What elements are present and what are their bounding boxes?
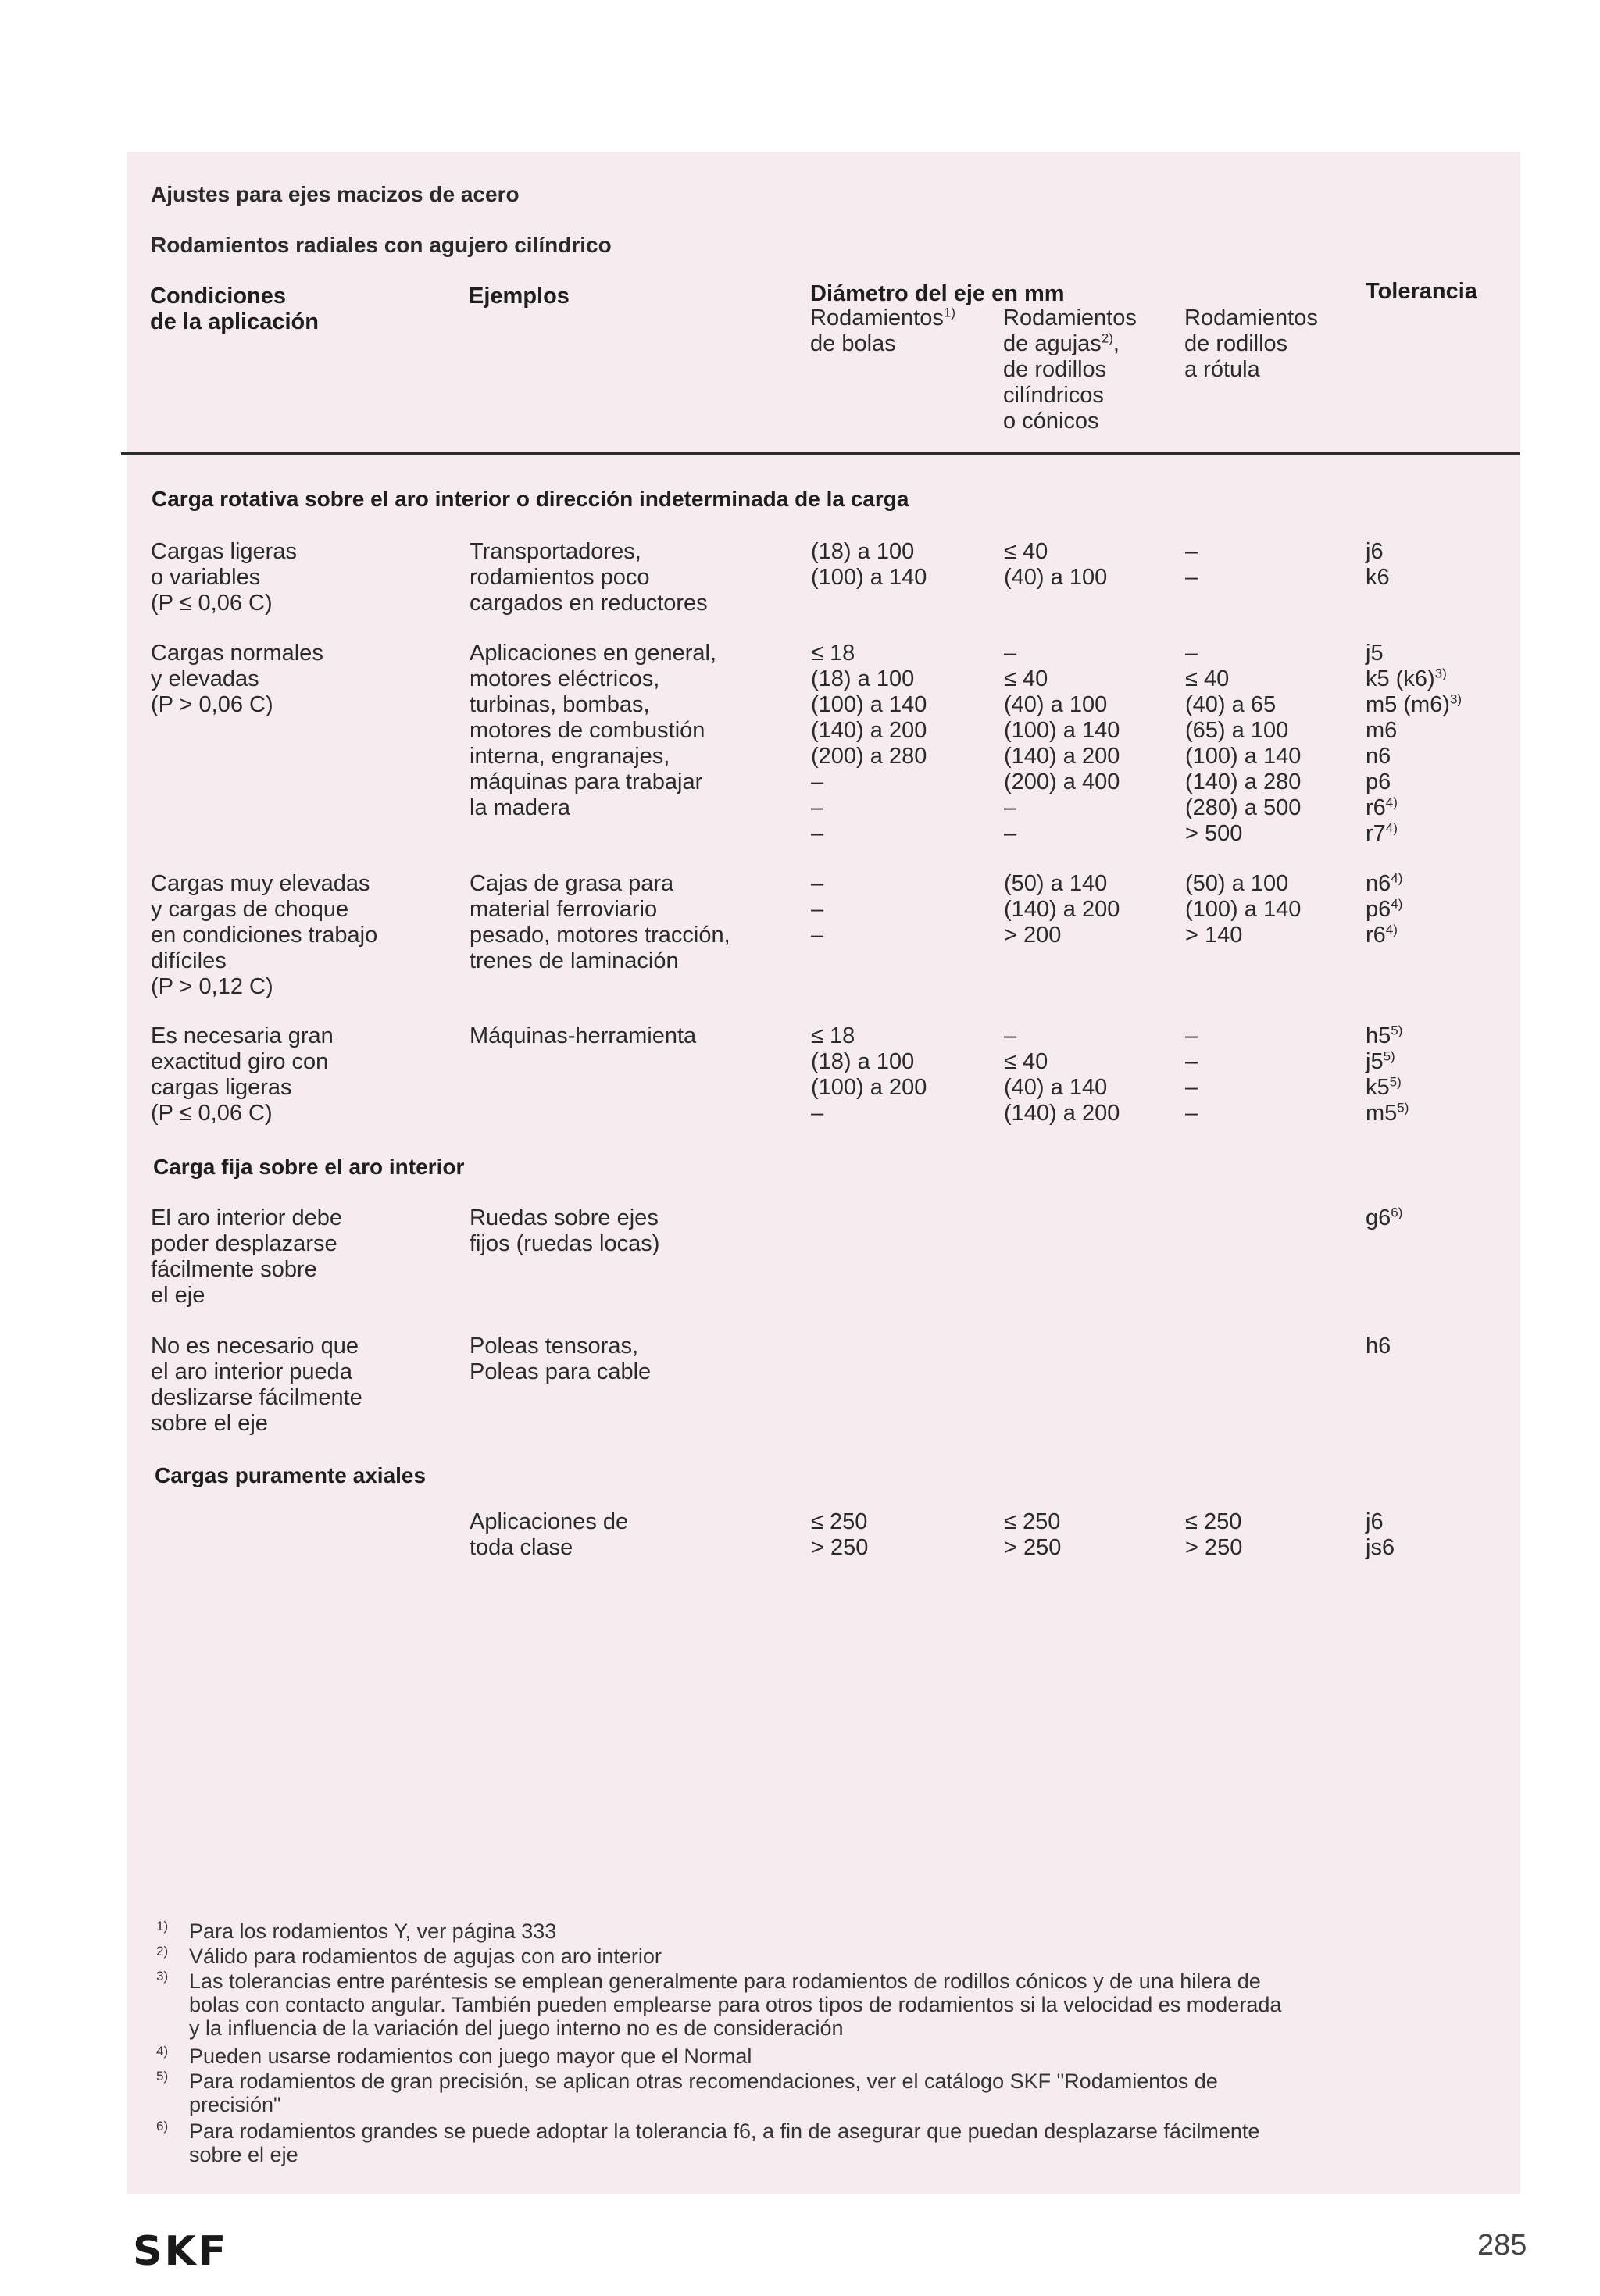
tolerance-value (1366, 692, 1462, 718)
diameter-value: (18) a 100 (811, 539, 915, 564)
footnote-text: Pueden usarse rodamientos con juego mayor que el Normal (189, 2044, 752, 2068)
diameter-value: (40) a 100 (1004, 692, 1108, 717)
diameter-value: (100) a 140 (811, 565, 927, 590)
footnote (156, 2069, 1484, 2116)
tolerance-value (1366, 1075, 1409, 1101)
header-ball-label-2: de bolas (810, 331, 896, 356)
diameter-value: (200) a 400 (1004, 769, 1120, 794)
diameter-value: – (1004, 641, 1017, 666)
tolerance-value (1366, 1509, 1395, 1535)
row-examples: Cajas de grasa para material ferroviario pesado, motores tracción, trenes de laminación (470, 871, 730, 973)
footnote (156, 1944, 1484, 1968)
diameter-value: – (811, 923, 824, 948)
tolerance-class: m5 (m6) (1366, 692, 1450, 717)
row-condition: Cargas ligeras o variables (P ≤ 0,06 C) (151, 539, 297, 616)
row-condition: Cargas muy elevadas y cargas de choque en condiciones trabajo difíciles (P > 0,12 C) (151, 871, 378, 999)
header-spherical-bearings: Rodamientos de rodillos a rótula (1184, 305, 1318, 382)
diameter-value: (40) a 140 (1004, 1075, 1108, 1100)
row-examples: Aplicaciones en general, motores eléctricos, turbinas, bombas, motores de combustión interna, engranajes, máquinas para trabajar la madera (470, 641, 716, 820)
diameter-value: (280) a 500 (1185, 795, 1302, 820)
diameter-value: (140) a 200 (1004, 744, 1120, 769)
footnote-ref: 4) (1391, 870, 1403, 886)
diameter-value: > 200 (1004, 923, 1062, 948)
row-tolerance (1366, 1205, 1402, 1231)
skf-logo: SKF (133, 2228, 229, 2275)
diameter-value: – (1004, 821, 1017, 846)
tolerance-class: r6 (1366, 795, 1386, 820)
row-needle-diameters (1004, 1509, 1061, 1561)
diameter-value: > 500 (1185, 821, 1243, 846)
tolerance-class: n6 (1366, 744, 1391, 769)
tolerance-value (1366, 897, 1402, 923)
tolerance-class: m6 (1366, 718, 1398, 743)
diameter-value: – (1185, 1101, 1198, 1126)
footnote-ref: 3) (1434, 666, 1447, 681)
diameter-value: (65) a 100 (1185, 718, 1289, 743)
row-examples: Transportadores, rodamientos poco cargados en reductores (470, 539, 708, 616)
row-spherical-diameters (1185, 1023, 1198, 1127)
diameter-value: (100) a 140 (811, 692, 927, 717)
row-examples: Poleas tensoras, Poleas para cable (470, 1334, 652, 1384)
footnote-number: 3) (156, 1969, 169, 1984)
row-ball-diameters (811, 1509, 868, 1561)
tolerance-class: k5 (1366, 1075, 1390, 1100)
tolerance-value (1366, 565, 1390, 591)
tolerance-class: k5 (k6) (1366, 666, 1435, 691)
row-needle-diameters (1004, 1023, 1120, 1127)
diameter-value: > 250 (1185, 1535, 1243, 1560)
tolerance-value (1366, 1334, 1391, 1359)
footnote-text: Para los rodamientos Y, ver página 333 (189, 1919, 557, 1943)
footnote-ref: 5) (1397, 1100, 1409, 1116)
tolerance-value (1366, 871, 1402, 897)
diameter-value: ≤ 18 (811, 641, 855, 666)
diameter-value: ≤ 40 (1004, 539, 1048, 564)
diameter-value: ≤ 18 (811, 1023, 855, 1048)
row-condition: Cargas normales y elevadas (P > 0,06 C) (151, 641, 323, 717)
header-ball-label: Rodamientos (810, 305, 944, 330)
header-needle-bearings (1003, 305, 1137, 434)
row-spherical-diameters (1185, 641, 1301, 847)
diameter-value: (40) a 65 (1185, 692, 1277, 717)
footnote-number: 6) (156, 2119, 169, 2134)
diameter-value: (18) a 100 (811, 666, 915, 691)
diameter-value: ≤ 40 (1004, 666, 1048, 691)
tolerance-class: r6 (1366, 923, 1386, 948)
tolerance-value (1366, 769, 1462, 795)
tolerance-class: j6 (1366, 1509, 1384, 1534)
section-rotating-load: Carga rotativa sobre el aro interior o dirección indeterminada de la carga (152, 487, 909, 511)
footnote-text: Para rodamientos de gran precisión, se aplican otras recomendaciones, ver el catálogo SKF "Rodamientos de precisión" (189, 2069, 1218, 2116)
diameter-value: – (1185, 539, 1198, 564)
tolerance-class: m5 (1366, 1101, 1398, 1126)
tolerance-class: h5 (1366, 1023, 1391, 1048)
footnote-ref: 5) (1391, 1023, 1403, 1038)
diameter-value: – (1185, 1049, 1198, 1074)
row-needle-diameters (1004, 871, 1120, 948)
diameter-value: – (811, 769, 824, 794)
row-tolerance (1366, 641, 1462, 847)
diameter-value: – (811, 795, 824, 820)
tolerance-value (1366, 1205, 1402, 1231)
row-spherical-diameters (1185, 1509, 1242, 1561)
diameter-value: – (1185, 641, 1198, 666)
header-needle-label-2: , de rodillos cilíndricos o cónicos (1003, 331, 1120, 434)
diameter-value: (140) a 280 (1185, 769, 1302, 794)
diameter-value: (50) a 100 (1185, 871, 1289, 896)
diameter-value: (40) a 100 (1004, 565, 1108, 590)
tolerance-value (1366, 1023, 1409, 1049)
section-axial-load: Cargas puramente axiales (155, 1463, 427, 1487)
tolerance-class: j5 (1366, 1049, 1384, 1074)
tolerance-class: n6 (1366, 871, 1391, 896)
tolerance-class: js6 (1366, 1535, 1395, 1560)
diameter-value: ≤ 250 (1185, 1509, 1242, 1534)
row-tolerance (1366, 871, 1402, 948)
diameter-value: – (811, 1101, 824, 1126)
row-ball-diameters (811, 1023, 927, 1127)
diameter-value: – (811, 821, 824, 846)
header-ball-bearings (810, 305, 955, 357)
tolerance-value (1366, 923, 1402, 948)
row-spherical-diameters (1185, 539, 1198, 591)
tolerance-value (1366, 1049, 1409, 1075)
page-number: 285 (1477, 2229, 1527, 2262)
diameter-value: ≤ 40 (1004, 1049, 1048, 1074)
row-examples: Aplicaciones de toda clase (470, 1509, 629, 1560)
tolerance-value (1366, 795, 1462, 821)
diameter-value: – (1004, 1023, 1017, 1048)
footnote (156, 1919, 1484, 1943)
footnote (156, 2044, 1484, 2068)
footnote (156, 2119, 1484, 2166)
diameter-value: – (1185, 565, 1198, 590)
tolerance-value (1366, 1101, 1409, 1127)
table-subtitle: Rodamientos radiales con agujero cilíndrico (151, 233, 612, 257)
diameter-value: – (1185, 1075, 1198, 1100)
row-condition: Es necesaria gran exactitud giro con cargas ligeras (P ≤ 0,06 C) (151, 1023, 334, 1126)
row-needle-diameters (1004, 641, 1120, 847)
footnote-ref: 3) (1449, 691, 1462, 707)
footnote-number: 1) (156, 1919, 169, 1934)
diameter-value: – (1185, 1023, 1198, 1048)
row-tolerance (1366, 1023, 1409, 1127)
tolerance-class: p6 (1366, 769, 1391, 794)
tolerance-class: g6 (1366, 1205, 1391, 1230)
diameter-value: (140) a 200 (1004, 1101, 1120, 1126)
footnote-number: 4) (156, 2044, 169, 2059)
footnote-text: Válido para rodamientos de agujas con aro interior (189, 1944, 662, 1968)
row-examples: Ruedas sobre ejes fijos (ruedas locas) (470, 1205, 660, 1256)
header-needle-label: Rodamientos de agujas (1003, 305, 1137, 356)
section-fixed-load: Carga fija sobre el aro interior (153, 1155, 465, 1179)
diameter-value: ≤ 40 (1185, 666, 1230, 691)
diameter-value: (100) a 200 (811, 1075, 927, 1100)
footnote-ref: 4) (1385, 820, 1398, 836)
row-condition: El aro interior debe poder desplazarse fácilmente sobre el eje (151, 1205, 343, 1308)
tolerance-class: j5 (1366, 641, 1384, 666)
tolerance-value (1366, 641, 1462, 666)
tolerance-class: j6 (1366, 539, 1384, 564)
diameter-value: > 250 (811, 1535, 869, 1560)
diameter-value: (200) a 280 (811, 744, 927, 769)
footnote (156, 1969, 1484, 2040)
footnote-ref: 6) (1391, 1205, 1403, 1220)
diameter-value: ≤ 250 (811, 1509, 868, 1534)
row-condition: No es necesario que el aro interior pueda deslizarse fácilmente sobre el eje (151, 1334, 362, 1436)
diameter-value: (100) a 140 (1185, 897, 1302, 922)
header-diameter: Diámetro del eje en mm (810, 281, 1065, 306)
footnote-ref: 1) (943, 305, 955, 320)
tolerance-value (1366, 821, 1462, 847)
row-needle-diameters (1004, 539, 1107, 591)
row-tolerance (1366, 539, 1390, 591)
tolerance-class: k6 (1366, 565, 1390, 590)
diameter-value: ≤ 250 (1004, 1509, 1061, 1534)
diameter-value: (100) a 140 (1004, 718, 1120, 743)
header-examples: Ejemplos (469, 284, 570, 309)
tolerance-value (1366, 718, 1462, 744)
tolerance-class: r7 (1366, 821, 1386, 846)
header-tolerance: Tolerancia (1366, 279, 1477, 304)
row-tolerance (1366, 1334, 1391, 1359)
diameter-value: > 140 (1185, 923, 1243, 948)
diameter-value: – (811, 897, 824, 922)
footnote-ref: 4) (1385, 794, 1398, 810)
footnote-text: Para rodamientos grandes se puede adoptar la tolerancia f6, a fin de asegurar que puedan desplazarse fácilmente sobre el eje (189, 2119, 1260, 2166)
footnote-ref: 5) (1383, 1048, 1395, 1064)
diameter-value: (100) a 140 (1185, 744, 1302, 769)
footnote-ref: 4) (1391, 896, 1403, 912)
footnote-text: Las tolerancias entre paréntesis se emplean generalmente para rodamientos de rodillos cónicos y de una hilera de bolas con contacto angular. También pueden emplearse para otros tipos de rodamientos si la velocidad es moderada y la influencia de la variación del juego interno no es de consideración (189, 1969, 1282, 2040)
row-examples: Máquinas-herramienta (470, 1023, 697, 1048)
row-ball-diameters (811, 871, 823, 948)
tolerance-value (1366, 1535, 1395, 1561)
footnote-ref: 5) (1389, 1074, 1402, 1090)
header-rule (121, 452, 1520, 455)
footnote-ref: 4) (1385, 922, 1398, 937)
row-tolerance (1366, 1509, 1395, 1561)
diameter-value: (140) a 200 (1004, 897, 1120, 922)
tolerance-value (1366, 744, 1462, 769)
diameter-value: > 250 (1004, 1535, 1062, 1560)
table-title: Ajustes para ejes macizos de acero (151, 182, 520, 206)
row-ball-diameters (811, 641, 927, 847)
tolerance-value (1366, 539, 1390, 565)
footnote-number: 5) (156, 2069, 169, 2084)
diameter-value: – (1004, 795, 1017, 820)
diameter-value: (50) a 140 (1004, 871, 1108, 896)
header-conditions: Condiciones de la aplicación (150, 284, 319, 334)
diameter-value: (18) a 100 (811, 1049, 915, 1074)
footnote-number: 2) (156, 1944, 169, 1959)
row-spherical-diameters (1185, 871, 1301, 948)
footnote-ref: 2) (1101, 330, 1113, 346)
tolerance-class: h6 (1366, 1334, 1391, 1359)
diameter-value: – (811, 871, 824, 896)
tolerance-value (1366, 666, 1462, 692)
tolerance-class: p6 (1366, 897, 1391, 922)
row-ball-diameters (811, 539, 927, 591)
diameter-value: (140) a 200 (811, 718, 927, 743)
